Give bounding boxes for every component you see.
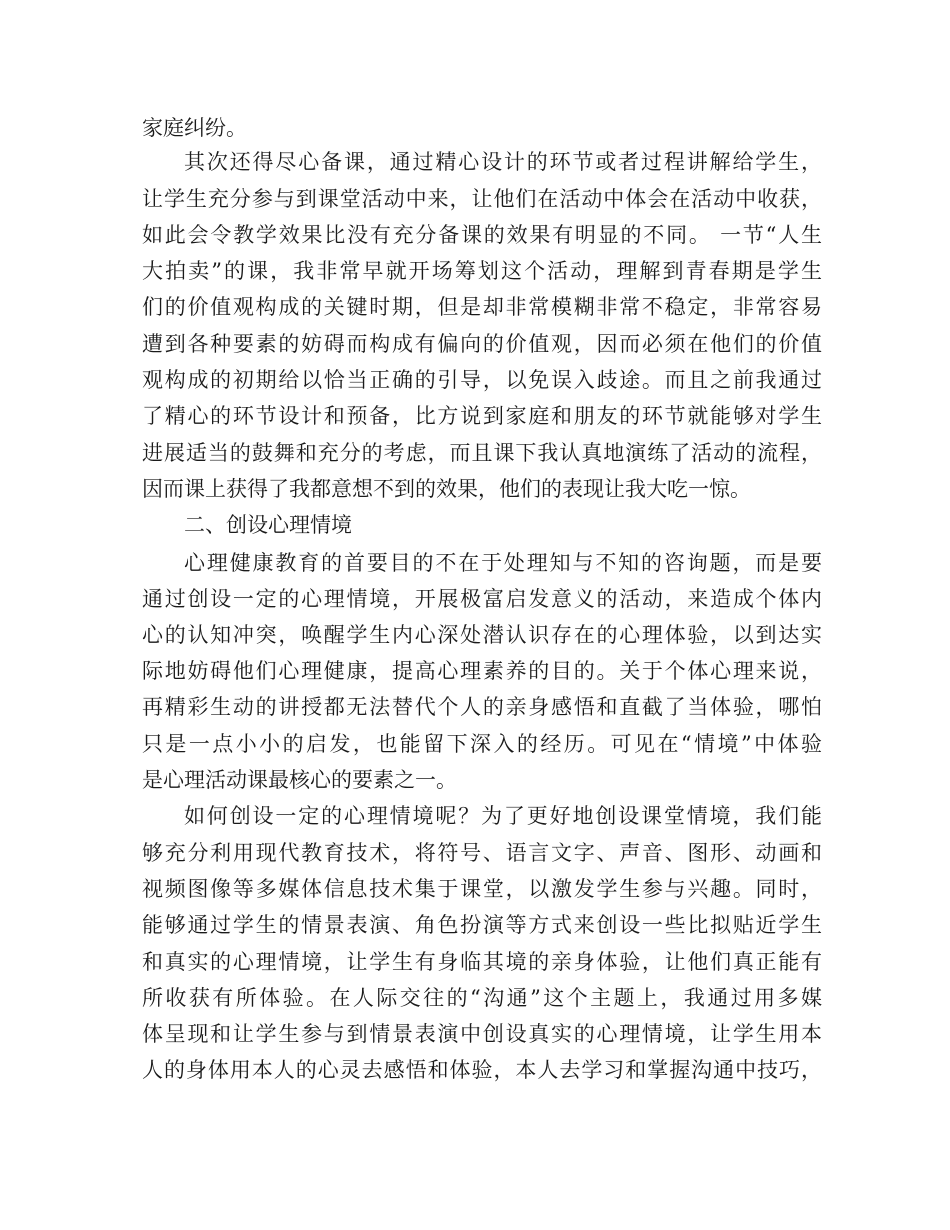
section-heading: 二、创设心理情境	[184, 513, 352, 537]
text-line: 和真实的心理情境，让学生有身临其境的亲身体验，让他们真正能有	[142, 950, 822, 974]
text-line: 通过创设一定的心理情境，开展极富启发意义的活动，来造成个体内	[142, 587, 822, 611]
text-line: 人的身体用本人的心灵去感悟和体验，本人去学习和掌握沟通中技巧，	[142, 1058, 822, 1082]
text-line: 心的认知冲突，唤醒学生内心深处潜认识存在的心理体验，以到达实	[142, 623, 822, 647]
text-line: 再精彩生动的讲授都无法替代个人的亲身感悟和直截了当体验，哪怕	[142, 695, 822, 719]
text-line: 际地妨碍他们心理健康，提高心理素养的目的。关于个体心理来说，	[142, 659, 822, 683]
text-line: 所收获有所体验。在人际交往的“沟通”这个主题上，我通过用多媒	[142, 986, 822, 1010]
text-line: 其次还得尽心备课，通过精心设计的环节或者过程讲解给学生，	[184, 150, 822, 174]
text-line: 遭到各种要素的妨碍而构成有偏向的价值观，因而必须在他们的价值	[142, 332, 822, 356]
text-line: 心理健康教育的首要目的不在于处理知与不知的咨询题，而是要	[184, 551, 822, 575]
text-line: 大拍卖”的课，我非常早就开场筹划这个活动，理解到青春期是学生	[142, 259, 822, 283]
text-line: 够充分利用现代教育技术，将符号、语言文字、声音、图形、动画和	[142, 841, 822, 865]
text-line: 让学生充分参与到课堂活动中来，让他们在活动中体会在活动中收获，	[142, 187, 822, 211]
text-line: 是心理活动课最核心的要素之一。	[142, 768, 457, 792]
text-line: 了精心的环节设计和预备，比方说到家庭和朋友的环节就能够对学生	[142, 404, 822, 428]
text-line: 观构成的初期给以恰当正确的引导，以免误入歧途。而且之前我通过	[142, 368, 822, 392]
text-line: 家庭纠纷。	[142, 116, 247, 140]
text-line: 能够通过学生的情景表演、角色扮演等方式来创设一些比拟贴近学生	[142, 913, 822, 937]
text-line: 体呈现和让学生参与到情景表演中创设真实的心理情境，让学生用本	[142, 1022, 822, 1046]
text-line: 视频图像等多媒体信息技术集于课堂，以激发学生参与兴趣。同时，	[142, 877, 822, 901]
text-line: 只是一点小小的启发，也能留下深入的经历。可见在“情境”中体验	[142, 732, 822, 756]
text-line: 们的价值观构成的关键时期，但是却非常模糊非常不稳定，非常容易	[142, 295, 822, 319]
text-line: 进展适当的鼓舞和充分的考虑，而且课下我认真地演练了活动的流程，	[142, 441, 822, 465]
text-line: 如此会令教学效果比没有充分备课的效果有明显的不同。 一节“人生	[142, 223, 822, 247]
text-line: 如何创设一定的心理情境呢？为了更好地创设课堂情境，我们能	[184, 804, 822, 828]
text-line: 因而课上获得了我都意想不到的效果，他们的表现让我大吃一惊。	[142, 477, 751, 501]
